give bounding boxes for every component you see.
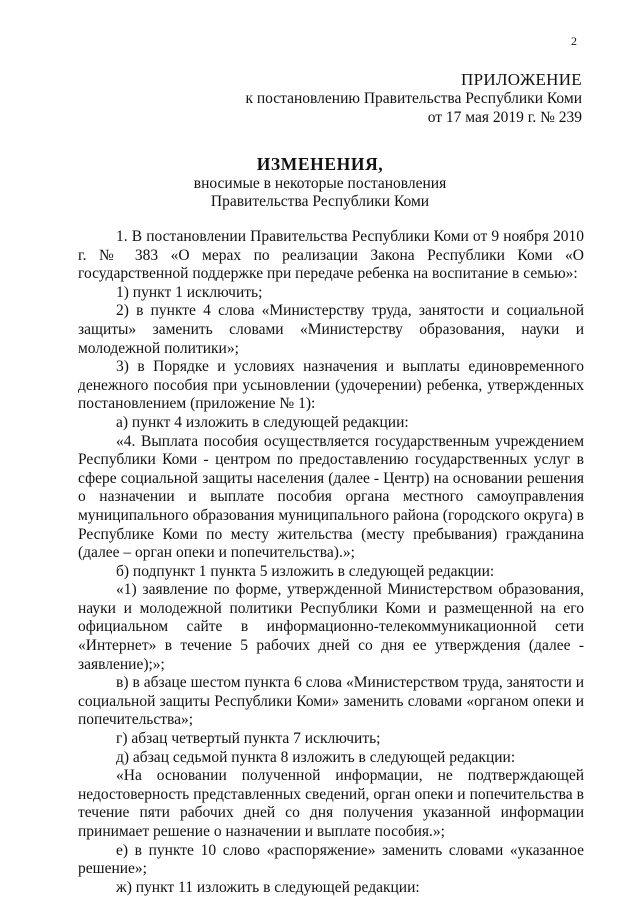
appendix-line-1: к постановлению Правительства Республики Коми (245, 90, 582, 107)
paragraph: «4. Выплата пособия осуществляется государственным учреждением Республики Коми - центром по предоставлению государственных услуг в сфере социальной защиты населения (далее - Центр) на основании решения о назначении и выплате пособия органа местного самоуправления муниципального образования муниципального района (городского округа) в Республике Коми по месту жительства (месту пребывания) гражданина (далее – орган опеки и попечительства).»; (78, 432, 584, 562)
paragraph: ж) пункт 11 изложить в следующей редакции: (116, 878, 420, 896)
paragraph: е) в пункте 10 слово «распоряжение» заменить словами «указанное решение»; (78, 841, 584, 878)
paragraph: 1) пункт 1 исключить; (116, 283, 263, 301)
page-number: 2 (571, 34, 577, 48)
paragraph: 3) в Порядке и условиях назначения и выплаты единовременного денежного пособия при усыновлении (удочерении) ребенка, утвержденных постановлением (приложение № 1): (78, 358, 584, 413)
paragraph: «На основании полученной информации, не подтверждающей недостоверность представленных сведений, орган опеки и попечительства в течение пяти рабочих дней со дня получения указанной информации принимает решение о назначении и выплате пособия.»; (78, 767, 584, 840)
paragraph: в) в абзаце шестом пункта 6 слова «Министерством труда, занятости и социальной защиты Республики Коми» заменить словами «органом опеки и попечительства»; (78, 674, 584, 729)
title-main: ИЗМЕНЕНИЯ, (256, 154, 384, 174)
paragraph: г) абзац четвертый пункта 7 исключить; (116, 730, 381, 748)
paragraph: 2) в пункте 4 слова «Министерству труда, занятости и социальной защиты» заменить словами «Министерству образования, науки и молодежной политики»; (78, 302, 584, 357)
paragraph: 1. В постановлении Правительства Республики Коми от 9 ноября 2010 г. № 383 «О мерах по реализации Закона Республики Коми «О государственной поддержке при передаче ребенка на воспитание в семью»: (78, 228, 584, 283)
document-title (0, 155, 640, 211)
title-line-2: Правительства Республики Коми (210, 193, 430, 210)
document-body (78, 228, 584, 897)
appendix-header (245, 70, 582, 127)
paragraph: а) пункт 4 изложить в следующей редакции: (116, 413, 409, 431)
appendix-head: ПРИЛОЖЕНИЕ (461, 70, 582, 89)
appendix-line-2: от 17 мая 2019 г. № 239 (427, 109, 582, 126)
paragraph: «1) заявление по форме, утвержденной Министерством образования, науки и молодежной политики Республики Коми и размещенной на его официальном сайте в информационно-телекоммуникационной сети «Интернет» в течение 5 рабочих дней со дня ее утверждения (далее - заявление);»; (78, 581, 584, 673)
paragraph: б) подпункт 1 пункта 5 изложить в следующей редакции: (116, 562, 495, 580)
paragraph: д) абзац седьмой пункта 8 изложить в следующей редакции: (116, 748, 516, 766)
title-line-1: вносимые в некоторые постановления (193, 175, 447, 192)
